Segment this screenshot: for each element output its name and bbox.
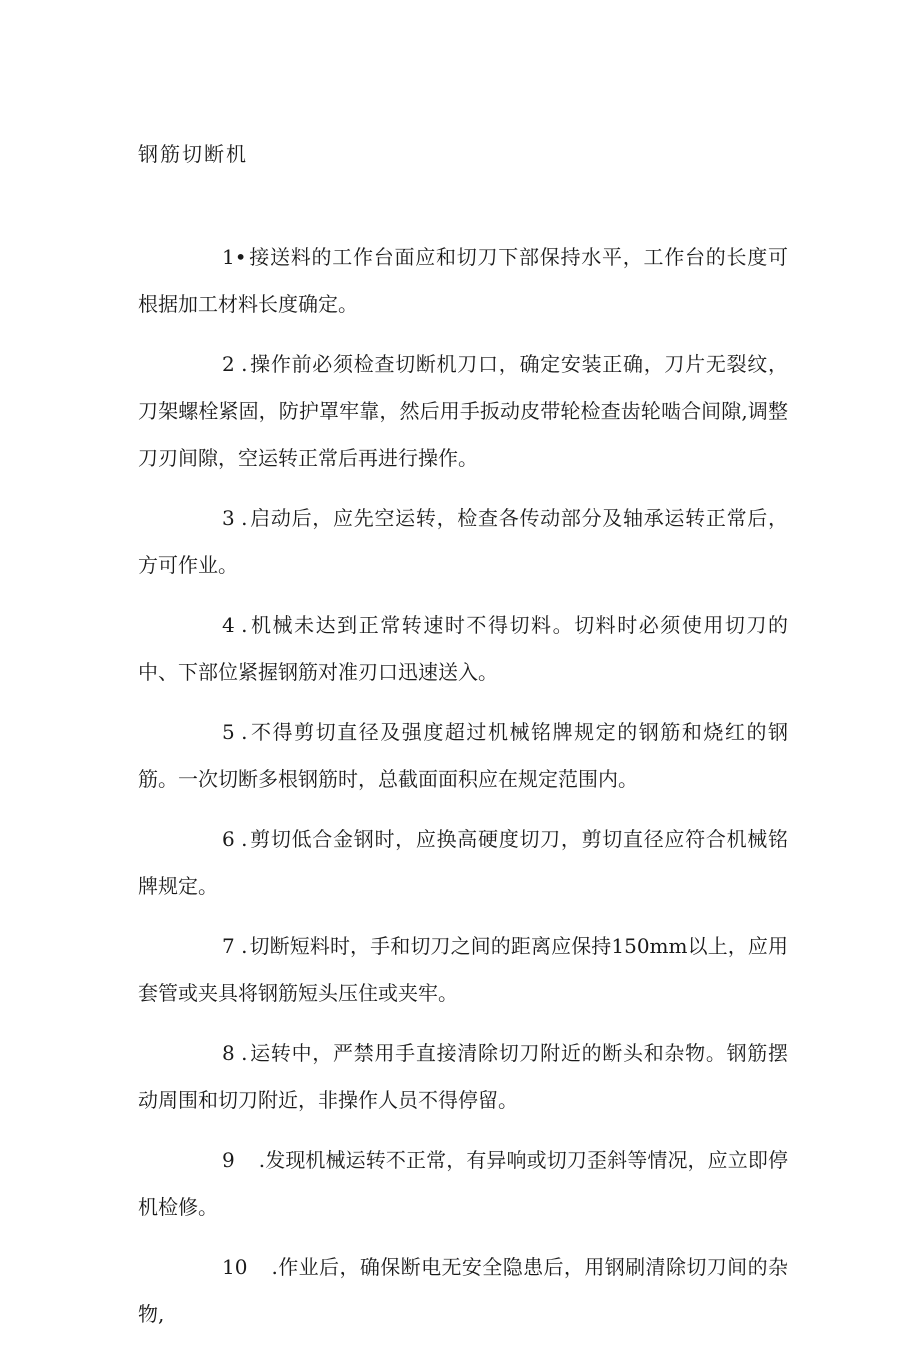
item-text: .发现机械运转不正常，有异响或切刀歪斜等情况，应立即停机检修。 (138, 1148, 788, 1219)
list-item (138, 709, 788, 803)
item-text: 机械未达到正常转速时不得切料。切料时必须使用切刀的中、下部位紧握钢筋对准刃口迅速送入。 (138, 613, 788, 684)
item-number: 1• (222, 245, 247, 269)
item-number: 10 (222, 1255, 248, 1279)
item-text: 剪切低合金钢时，应换高硬度切刀，剪切直径应符合机械铭牌规定。 (138, 827, 788, 898)
item-number: 7 . (222, 934, 248, 958)
item-text: 接送料的工作台面应和切刀下部保持水平，工作台的长度可根据加工材料长度确定。 (138, 245, 788, 316)
item-number: 8 . (222, 1041, 248, 1065)
item-number: 5 . (222, 720, 248, 744)
item-text: 操作前必须检查切断机刀口，确定安装正确，刀片无裂纹，刀架螺栓紧固，防护罩牢靠，然后用手扳动皮带轮检查齿轮啮合间隙,调整刀刃间隙，空运转正常后再进行操作。 (138, 352, 788, 470)
item-text: 切断短料时，手和切刀之间的距离应保持150mm以上，应用套管或夹具将钢筋短头压住或夹牢。 (138, 934, 788, 1005)
item-text: .作业后，确保断电无安全隐患后，用钢刷清除切刀间的杂物, (138, 1255, 788, 1326)
document-title: 钢筋切断机 (138, 142, 248, 166)
list-item (138, 1137, 788, 1231)
list-item (138, 602, 788, 696)
item-text: 启动后，应先空运转，检查各传动部分及轴承运转正常后，方可作业。 (138, 506, 788, 577)
list-item (138, 923, 788, 1017)
item-text: 运转中，严禁用手直接清除切刀附近的断头和杂物。钢筋摆动周围和切刀附近，非操作人员不得停留。 (138, 1041, 788, 1112)
item-number: 2 . (222, 352, 248, 376)
list-item (138, 816, 788, 910)
item-number: 4 . (222, 613, 248, 637)
item-number: 9 (222, 1148, 235, 1172)
list-item (138, 341, 788, 482)
item-number: 3 . (222, 506, 248, 530)
document-body (138, 234, 788, 1351)
list-item (138, 1030, 788, 1124)
list-item (138, 1244, 788, 1338)
item-text: 不得剪切直径及强度超过机械铭牌规定的钢筋和烧红的钢筋。一次切断多根钢筋时，总截面面积应在规定范围内。 (138, 720, 788, 791)
item-number: 6 . (222, 827, 248, 851)
list-item (138, 495, 788, 589)
list-item (138, 234, 788, 328)
